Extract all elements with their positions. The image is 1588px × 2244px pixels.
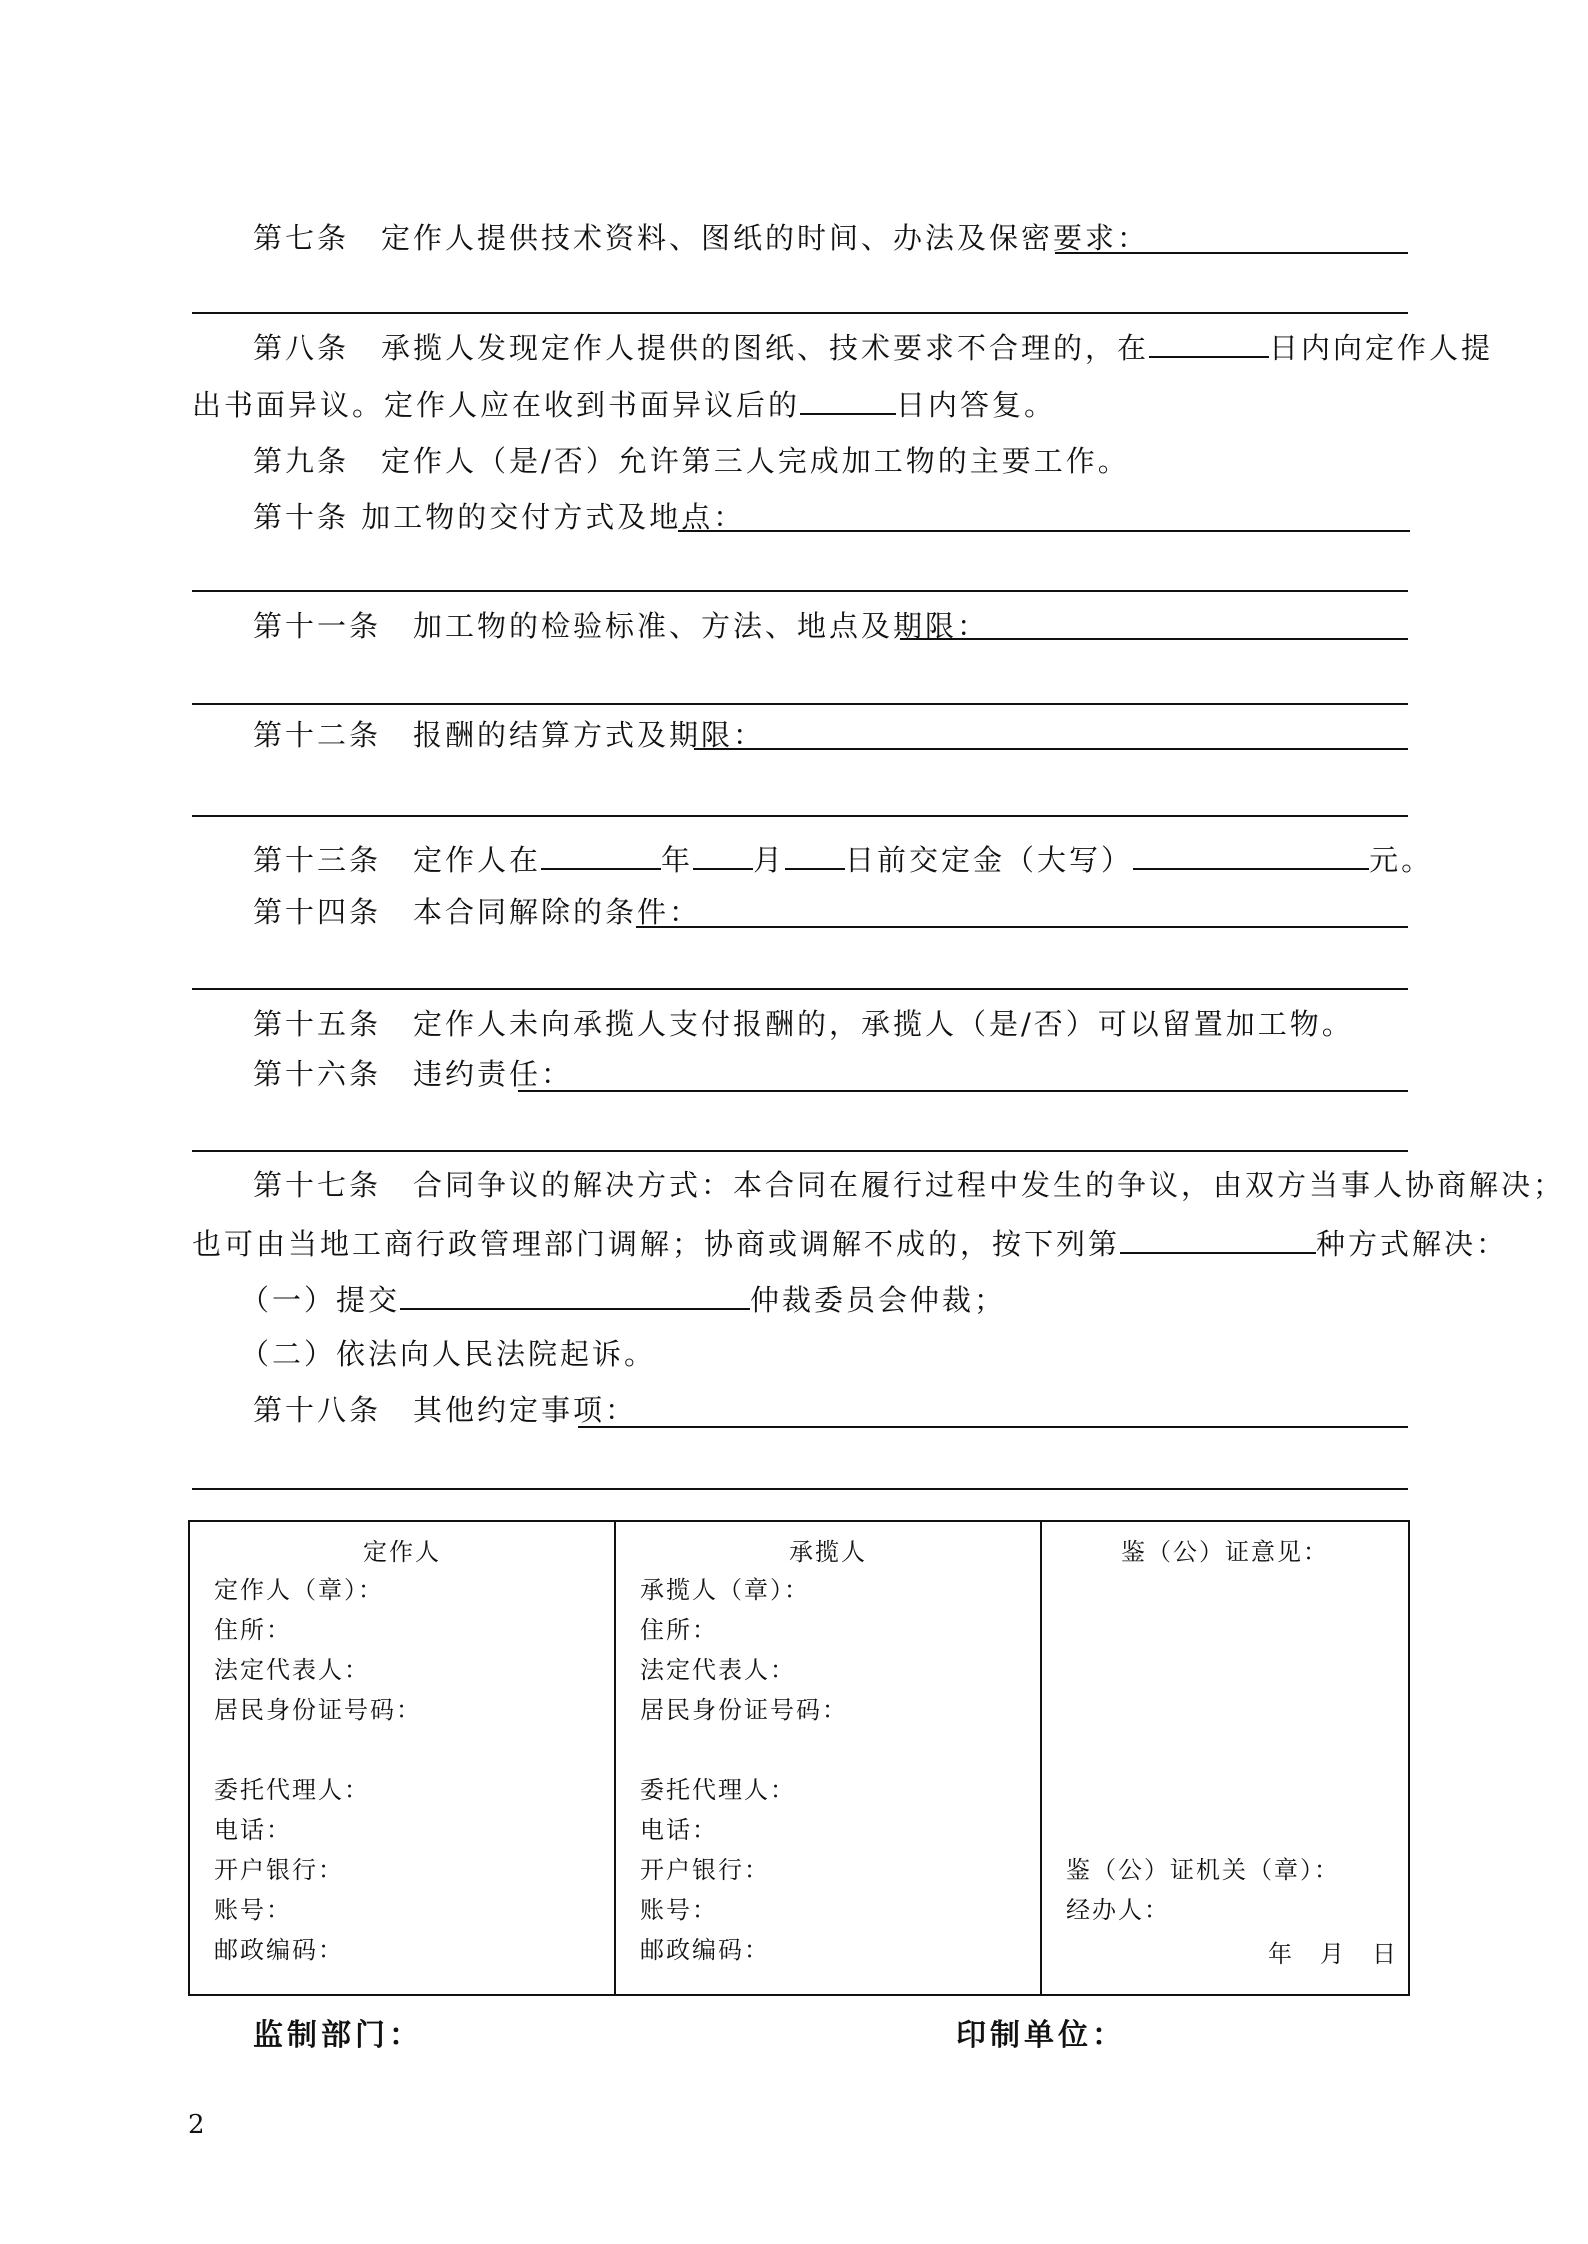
undertaker-header: 承揽人: [789, 1538, 867, 1566]
contractor-bank[interactable]: 开户银行：: [214, 1856, 344, 1884]
clause-9: 第九条 定作人（是/否）允许第三人完成加工物的主要工作。: [253, 444, 1130, 478]
contractor-column: [189, 1521, 615, 1995]
undertaker-legal-rep[interactable]: 法定代表人：: [640, 1656, 796, 1684]
contractor-seal[interactable]: 定作人（章）：: [214, 1576, 384, 1604]
contractor-address[interactable]: 住所：: [214, 1616, 292, 1644]
clause-13-year-blank[interactable]: [541, 838, 661, 870]
printer-label: 印制单位：: [956, 2018, 1126, 2053]
clause-10-blank[interactable]: [678, 530, 1410, 532]
undertaker-address[interactable]: 住所：: [640, 1616, 718, 1644]
clause-13: 第十三条 定作人在 年 月 日前交定金（大写） 元。: [253, 838, 1433, 878]
clause-17-line1: 第十七条 合同争议的解决方式：本合同在履行过程中发生的争议，由双方当事人协商解决；: [253, 1168, 1566, 1202]
notary-handler[interactable]: 经办人：: [1066, 1896, 1170, 1924]
clause-8-line1: 第八条 承揽人发现定作人提供的图纸、技术要求不合理的，在 日内向定作人提: [253, 326, 1493, 366]
clause-8-reply-blank[interactable]: [800, 383, 896, 415]
undertaker-account[interactable]: 账号：: [640, 1896, 718, 1924]
clause-7: 第七条 定作人提供技术资料、图纸的时间、办法及保密要求：: [253, 221, 1150, 255]
clause-13-month-blank[interactable]: [693, 838, 753, 870]
contractor-legal-rep[interactable]: 法定代表人：: [214, 1656, 370, 1684]
contractor-account[interactable]: 账号：: [214, 1896, 292, 1924]
signature-table: [188, 1520, 1410, 1996]
clause-8-line2: 出书面异议。定作人应在收到书面异议后的 日内答复。: [192, 383, 1056, 423]
clause-13-deposit-blank[interactable]: [1133, 838, 1369, 870]
clause-12: 第十二条 报酬的结算方式及期限：: [253, 718, 766, 752]
undertaker-bank[interactable]: 开户银行：: [640, 1856, 770, 1884]
notary-opinion-header: 鉴（公）证意见：: [1121, 1538, 1329, 1566]
page-number: 2: [188, 2110, 205, 2140]
clause-11-blank[interactable]: [900, 638, 1408, 640]
contractor-phone[interactable]: 电话：: [214, 1816, 292, 1844]
contractor-postcode[interactable]: 邮政编码：: [214, 1936, 344, 1964]
clause-14: 第十四条 本合同解除的条件：: [253, 895, 702, 929]
clause-17-option-2: （二）依法向人民法院起诉。: [240, 1337, 657, 1371]
notary-seal[interactable]: 鉴（公）证机关（章）：: [1066, 1856, 1340, 1884]
clause-14-blank[interactable]: [636, 926, 1408, 928]
clause-17-method-blank[interactable]: [1120, 1222, 1316, 1254]
arbitration-commission-blank[interactable]: [400, 1278, 750, 1310]
clause-7-blank-line[interactable]: [192, 312, 1408, 314]
supervisor-label: 监制部门：: [253, 2018, 423, 2053]
contractor-id-number[interactable]: 居民身份证号码：: [214, 1696, 422, 1724]
clause-12-blank-line[interactable]: [192, 815, 1408, 817]
clause-11: 第十一条 加工物的检验标准、方法、地点及期限：: [253, 609, 990, 643]
clause-16-blank-line[interactable]: [192, 1150, 1408, 1152]
clause-14-blank-line[interactable]: [192, 988, 1408, 990]
undertaker-phone[interactable]: 电话：: [640, 1816, 718, 1844]
clause-10-blank-line[interactable]: [192, 590, 1408, 592]
undertaker-seal[interactable]: 承揽人（章）：: [640, 1576, 810, 1604]
clause-7-blank[interactable]: [1055, 252, 1408, 254]
clause-8-days-blank[interactable]: [1149, 326, 1269, 358]
clause-15: 第十五条 定作人未向承揽人支付报酬的，承揽人（是/否）可以留置加工物。: [253, 1007, 1354, 1041]
clause-17-line2: 也可由当地工商行政管理部门调解；协商或调解不成的，按下列第 种方式解决：: [192, 1222, 1508, 1262]
undertaker-agent[interactable]: 委托代理人：: [640, 1776, 796, 1804]
notary-column: [1041, 1521, 1409, 1995]
clause-13-day-blank[interactable]: [785, 838, 845, 870]
clause-11-blank-line[interactable]: [192, 703, 1408, 705]
clause-18-blank[interactable]: [578, 1426, 1408, 1428]
undertaker-column: [615, 1521, 1041, 1995]
notary-date[interactable]: 年 月 日: [1268, 1940, 1398, 1968]
clause-12-blank[interactable]: [694, 748, 1408, 750]
clause-17-option-1: （一）提交 仲裁委员会仲裁；: [240, 1278, 1006, 1318]
undertaker-postcode[interactable]: 邮政编码：: [640, 1936, 770, 1964]
clause-16-blank[interactable]: [518, 1090, 1408, 1092]
clause-16: 第十六条 违约责任：: [253, 1057, 574, 1091]
clause-18: 第十八条 其他约定事项：: [253, 1393, 638, 1427]
contractor-agent[interactable]: 委托代理人：: [214, 1776, 370, 1804]
clause-10: 第十条 加工物的交付方式及地点：: [253, 500, 746, 534]
contractor-header: 定作人: [363, 1538, 441, 1566]
clause-18-blank-line[interactable]: [192, 1488, 1408, 1490]
undertaker-id-number[interactable]: 居民身份证号码：: [640, 1696, 848, 1724]
